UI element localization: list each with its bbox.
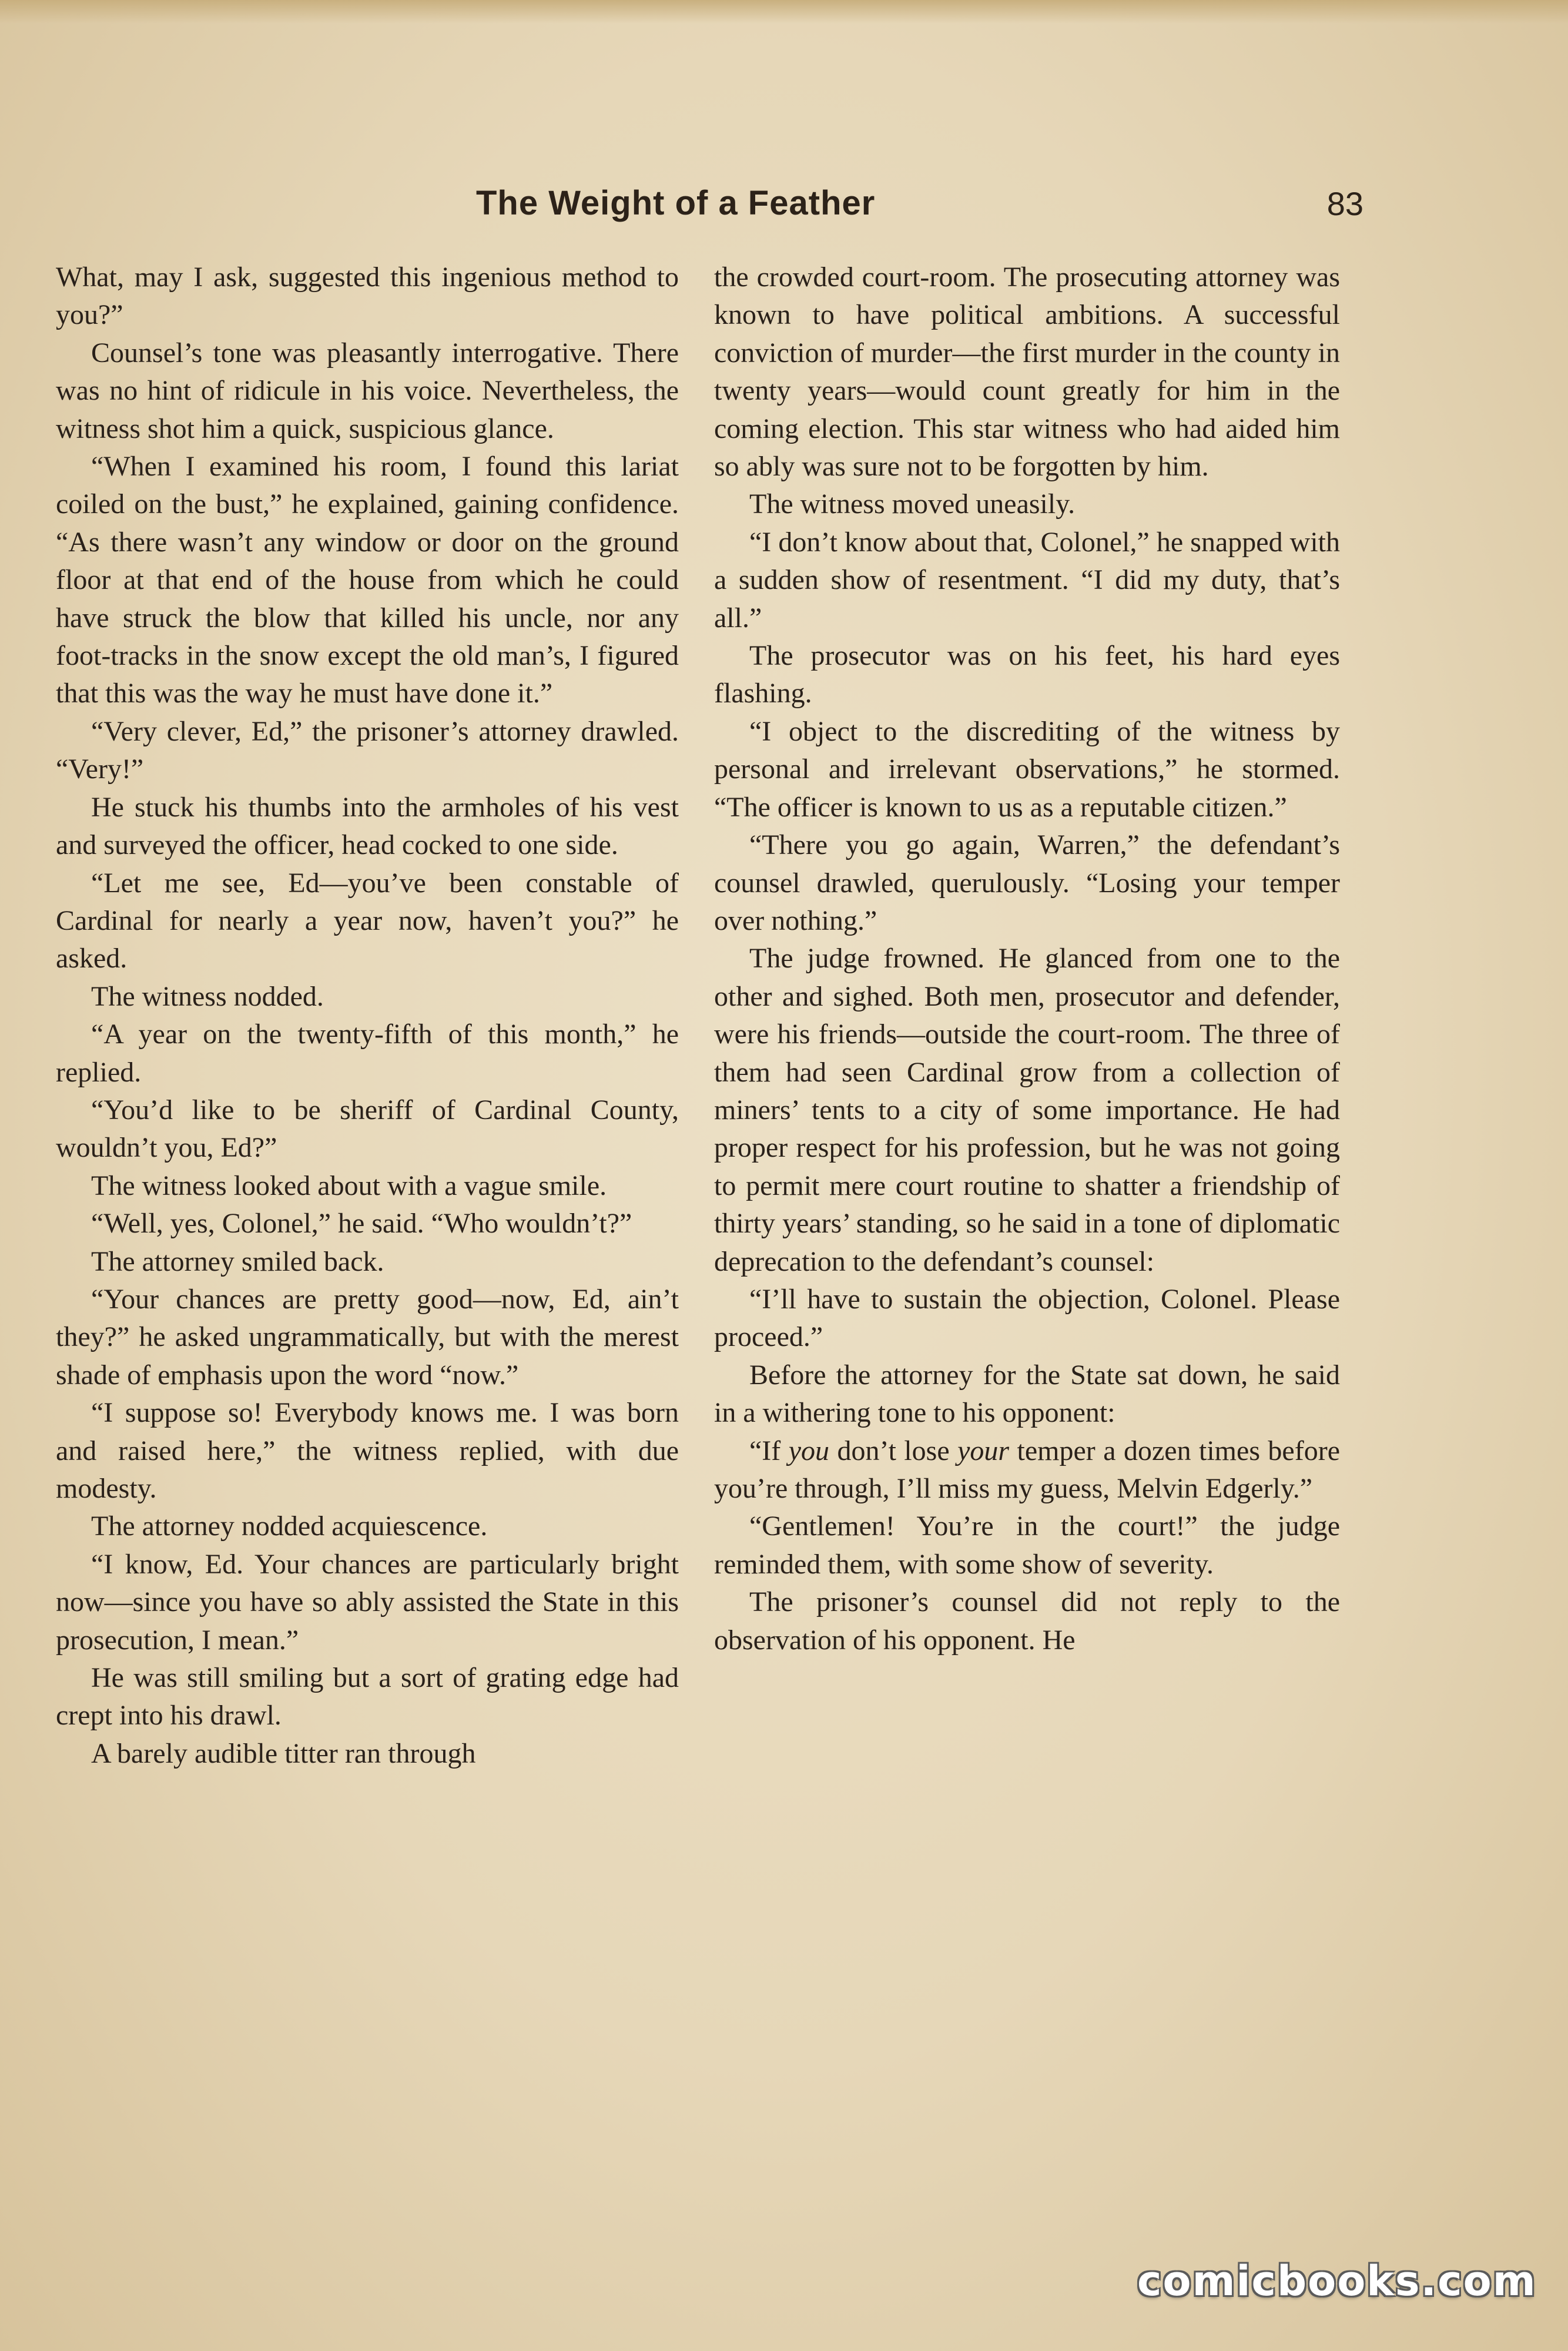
paragraph: He was still smiling but a sort of grating edge had crept into his drawl. bbox=[56, 1662, 679, 1732]
paragraph: Before the attorney for the State sat down, he said in a withering tone to his opponent: bbox=[714, 1359, 1340, 1429]
right-column bbox=[714, 259, 1340, 1659]
paragraph: “Well, yes, Colonel,” he said. “Who wouldn’t?” bbox=[91, 1208, 632, 1240]
page-number: 83 bbox=[1326, 185, 1363, 222]
italic-emphasis: your bbox=[957, 1435, 1010, 1466]
italic-emphasis: you bbox=[788, 1435, 830, 1466]
paragraph: The witness moved uneasily. bbox=[749, 488, 1076, 520]
page-edge-shadow bbox=[0, 0, 1568, 24]
paragraph: The witness looked about with a vague smile. bbox=[91, 1170, 607, 1201]
paragraph: The witness nodded. bbox=[91, 980, 324, 1012]
running-head-title: The Weight of a Feather bbox=[476, 184, 876, 222]
paragraph: He stuck his thumbs into the armholes of his vest and surveyed the officer, head cocked to one side. bbox=[56, 791, 679, 861]
paragraph: “Your chances are pretty good—now, Ed, ain’t they?” he asked ungrammatically, but with the merest shade of emphasis upon the word “now.” bbox=[56, 1283, 679, 1391]
paragraph: “There you go again, Warren,” the defendant’s counsel drawled, querulously. “Losing your temper over nothing.” bbox=[714, 829, 1340, 936]
paragraph: “I’ll have to sustain the objection, Colonel. Please proceed.” bbox=[714, 1283, 1340, 1353]
paragraph: “Let me see, Ed—you’ve been constable of Cardinal for nearly a year now, haven’t you?” he asked. bbox=[56, 867, 679, 974]
paragraph: “I don’t know about that, Colonel,” he snapped with a sudden show of resentment. “I did my duty, that’s all.” bbox=[714, 526, 1340, 634]
text-run: “If bbox=[749, 1435, 789, 1466]
paragraph: “A year on the twenty-fifth of this month,” he replied. bbox=[56, 1019, 679, 1088]
paragraph: The judge frowned. He glanced from one to the other and sighed. Both men, prosecutor and defender, were his friends—outside the court-room. The three of them had seen Cardinal grow from a collection of miners’ tents to a city of some importance. He had proper respect for his profession, but he was not going to permit mere court routine to shatter a friendship of thirty years’ standing, so he said in a tone of diplomatic deprecation to the defendant’s counsel: bbox=[714, 943, 1340, 1277]
paragraph: “Gentlemen! You’re in the court!” the judge reminded them, with some show of severity. bbox=[714, 1511, 1340, 1580]
left-column bbox=[56, 259, 679, 1773]
paragraph: the crowded court-room. The prosecuting attorney was known to have political ambitions. A successful conviction of murder—the first murder in the county in twenty years—would count greatly for him in the coming election. This star witness who had aided him so ably was sure not to be forgotten by him. bbox=[714, 262, 1340, 483]
paragraph: “Very clever, Ed,” the prisoner’s attorney drawled. “Very!” bbox=[56, 715, 679, 785]
paragraph: Counsel’s tone was pleasantly interrogative. There was no hint of ridicule in his voice. Nevertheless, the witness shot him a quick, suspicious glance. bbox=[56, 337, 679, 444]
watermark-logo: comicbooks.com bbox=[1137, 2257, 1537, 2305]
paragraph: “I know, Ed. Your chances are particularly bright now—since you have so ably assisted the State in this prosecution, I mean.” bbox=[56, 1548, 679, 1656]
text-run: temper a dozen times before you’re through, I’ll miss my guess, Melvin Edgerly.” bbox=[714, 1435, 1341, 1504]
paragraph: The prisoner’s counsel did not reply to the observation of his opponent. He bbox=[714, 1586, 1340, 1656]
paragraph: The attorney smiled back. bbox=[91, 1245, 384, 1277]
text-run: don’t lose bbox=[829, 1435, 958, 1466]
paragraph: “I object to the discrediting of the witness by personal and irrelevant observations,” he stormed. “The officer is known to us as a reputable citizen.” bbox=[714, 715, 1340, 823]
paragraph: What, may I ask, suggested this ingenious method to you?” bbox=[56, 262, 679, 331]
paragraph: The attorney nodded acquiescence. bbox=[91, 1511, 488, 1542]
paragraph bbox=[714, 1432, 1340, 1508]
paragraph: “I suppose so! Everybody knows me. I was born and raised here,” the witness replied, with due modesty. bbox=[56, 1397, 679, 1504]
paragraph: “You’d like to be sheriff of Cardinal County, wouldn’t you, Ed?” bbox=[56, 1094, 679, 1164]
paragraph: “When I examined his room, I found this lariat coiled on the bust,” he explained, gaining confidence. “As there wasn’t any window or door on the ground floor at that end of the house from which he could have struck the blow that killed his uncle, nor any foot-tracks in the snow except the old man’s, I figured that this was the way he must have done it.” bbox=[56, 451, 679, 709]
paragraph: The prosecutor was on his feet, his hard eyes flashing. bbox=[714, 640, 1340, 709]
paragraph: A barely audible titter ran through bbox=[91, 1737, 476, 1769]
